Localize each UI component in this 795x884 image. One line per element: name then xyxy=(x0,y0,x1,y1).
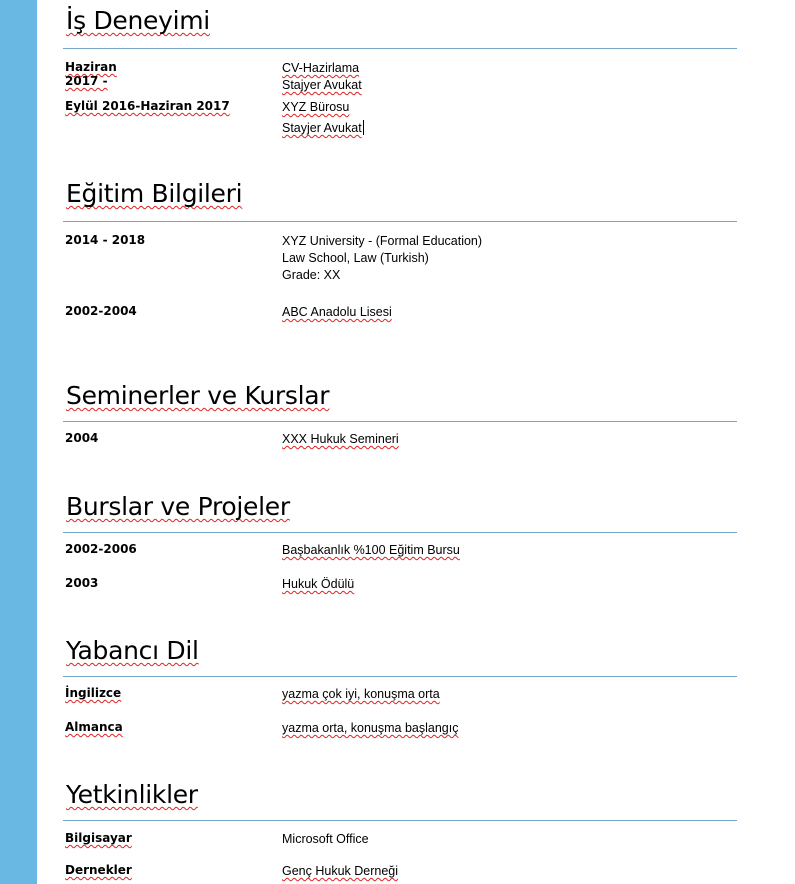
experience-line: Stajyer Avukat xyxy=(282,78,362,92)
scholarship-date: 2002-2006 xyxy=(65,542,137,556)
language-line: yazma orta, konuşma başlangıç xyxy=(282,721,459,735)
seminar-line: XXX Hukuk Semineri xyxy=(282,432,399,446)
skill-details xyxy=(282,863,602,880)
education-line: Law School, Law (Turkish) xyxy=(282,251,429,265)
left-accent-bar xyxy=(0,0,37,884)
section-title-education: Eğitim Bilgileri xyxy=(66,179,243,208)
section-title-seminars: Seminerler ve Kurslar xyxy=(66,381,330,410)
seminar-date: 2004 xyxy=(65,431,99,445)
skill-line: Microsoft Office xyxy=(282,832,369,846)
experience-date: Eylül 2016-Haziran 2017 xyxy=(65,99,230,113)
section-languages xyxy=(63,636,737,735)
section-title-skills: Yetkinlikler xyxy=(66,780,198,809)
section-experience xyxy=(63,6,737,135)
education-line: ABC Anadolu Lisesi xyxy=(282,305,392,319)
section-education xyxy=(63,179,737,319)
scholarship-line: Hukuk Ödülü xyxy=(282,577,355,591)
section-title-scholarships: Burslar ve Projeler xyxy=(66,492,290,521)
section-seminars xyxy=(63,381,737,446)
section-divider xyxy=(63,820,737,821)
experience-date: Haziran 2017 - xyxy=(65,60,117,88)
language-name: İngilizce xyxy=(65,686,122,700)
education-line: XYZ University - (Formal Education) xyxy=(282,234,483,248)
skill-name: Dernekler xyxy=(65,863,132,877)
experience-details xyxy=(282,60,582,94)
language-details xyxy=(282,686,602,703)
language-name: Almanca xyxy=(65,720,123,734)
section-divider xyxy=(63,221,737,222)
section-divider xyxy=(63,421,737,422)
text-cursor xyxy=(363,120,364,135)
language-line: yazma çok iyi, konuşma orta xyxy=(282,687,440,701)
scholarship-details xyxy=(282,542,602,559)
section-title-languages: Yabancı Dil xyxy=(66,636,199,665)
scholarship-line: Başbakanlık %100 Eğitim Bursu xyxy=(282,543,460,557)
education-date: 2002-2004 xyxy=(65,304,137,318)
experience-details xyxy=(282,99,582,137)
section-title-experience: İş Deneyimi xyxy=(66,6,210,35)
section-divider xyxy=(63,532,737,533)
experience-line-editing[interactable]: Stayjer Avukat xyxy=(282,121,362,135)
skill-name: Bilgisayar xyxy=(65,831,132,845)
seminar-details xyxy=(282,431,602,448)
section-scholarships xyxy=(63,492,737,591)
language-details xyxy=(282,720,602,737)
section-divider xyxy=(63,48,737,49)
education-details xyxy=(282,233,602,284)
education-details xyxy=(282,304,602,321)
scholarship-details xyxy=(282,576,602,593)
education-line: Grade: XX xyxy=(282,268,341,282)
experience-line: CV-Hazirlama xyxy=(282,61,360,75)
education-date: 2014 - 2018 xyxy=(65,233,146,247)
experience-line: XYZ Bürosu xyxy=(282,100,350,114)
skill-details xyxy=(282,831,602,848)
section-divider xyxy=(63,676,737,677)
skill-line: Genç Hukuk Derneği xyxy=(282,864,399,878)
section-skills xyxy=(63,780,737,878)
scholarship-date: 2003 xyxy=(65,576,99,590)
